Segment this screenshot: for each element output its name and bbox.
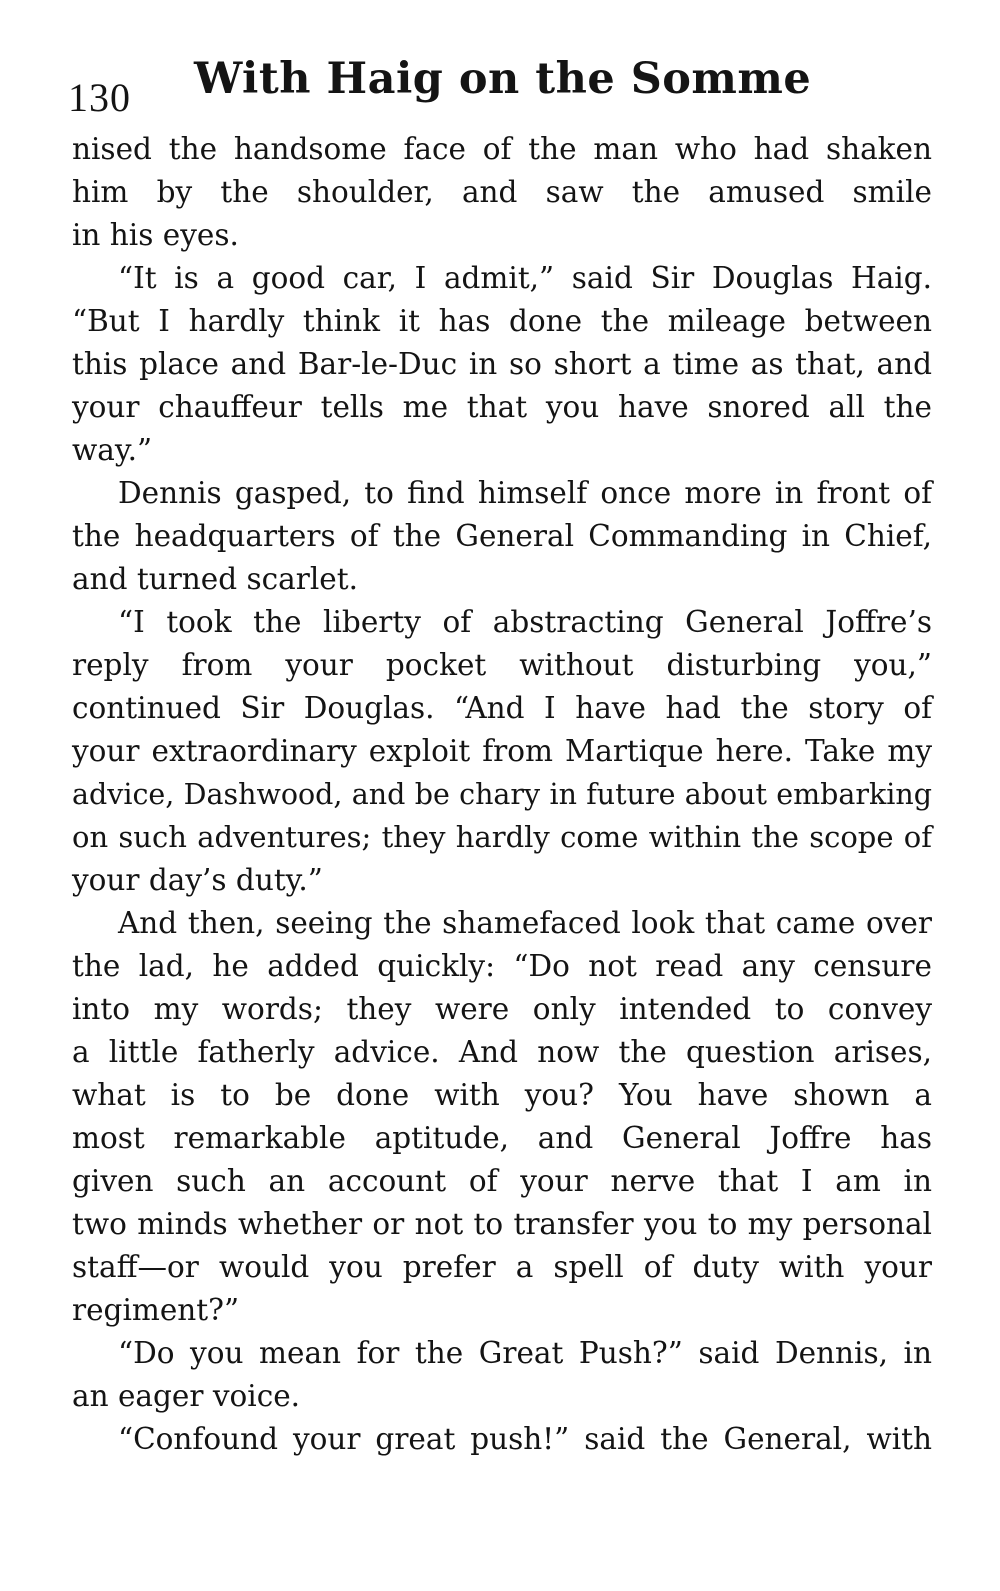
text-line: what is to be done with you? You have shown a [72, 1078, 932, 1112]
text-line: in his eyes. [72, 218, 239, 252]
text-line: regiment?” [72, 1293, 240, 1327]
paragraph [72, 1418, 932, 1461]
text-line: the headquarters of the General Commanding in Chief, [72, 519, 932, 553]
paragraph [72, 472, 932, 601]
paragraph [72, 1332, 932, 1418]
text-line: “I took the liberty of abstracting General Joffre’s [118, 605, 932, 639]
running-head [68, 54, 938, 124]
text-line: an eager voice. [72, 1379, 301, 1413]
paragraph [72, 257, 932, 472]
text-line: “Do you mean for the Great Push?” said Dennis, in [118, 1336, 932, 1370]
book-title: With Haig on the Somme [194, 54, 812, 104]
paragraph [72, 128, 932, 257]
paragraph [72, 902, 932, 1332]
text-line: most remarkable aptitude, and General Joffre has [72, 1121, 932, 1155]
text-line: “It is a good car, I admit,” said Sir Douglas Haig. [118, 261, 932, 295]
text-line: “But I hardly think it has done the mileage between [72, 304, 932, 338]
paragraph [72, 601, 932, 902]
text-line: this place and Bar-le-Duc in so short a time as that, and [72, 347, 932, 381]
text-line: staff—or would you prefer a spell of duty with your [72, 1250, 932, 1284]
text-line: and turned scarlet. [72, 562, 358, 596]
text-line: advice, Dashwood, and be chary in future about embarking [72, 778, 932, 811]
body-text [72, 128, 932, 1461]
text-line: into my words; they were only intended to convey [72, 992, 932, 1026]
text-line: your extraordinary exploit from Martique here. Take my [72, 734, 932, 768]
page-number: 130 [68, 75, 131, 120]
text-line: continued Sir Douglas. “And I have had the story of [72, 691, 932, 725]
text-line: And then, seeing the shamefaced look that came over [118, 906, 932, 940]
text-line: a little fatherly advice. And now the question arises, [72, 1035, 932, 1069]
text-line: way.” [72, 433, 153, 467]
text-line: the lad, he added quickly: “Do not read any censure [72, 949, 932, 983]
text-line: reply from your pocket without disturbing you,” [72, 648, 932, 682]
text-line: your chauffeur tells me that you have snored all the [72, 390, 932, 424]
text-line: “Confound your great push!” said the General, with [118, 1422, 932, 1456]
text-line: him by the shoulder, and saw the amused smile [72, 175, 932, 209]
text-line: nised the handsome face of the man who had shaken [72, 132, 932, 166]
text-line: given such an account of your nerve that I am in [72, 1164, 932, 1198]
text-line: two minds whether or not to transfer you to my personal [72, 1207, 932, 1241]
text-line: your day’s duty.” [72, 863, 323, 897]
text-line: Dennis gasped, to find himself once more in front of [118, 476, 932, 510]
text-line: on such adventures; they hardly come within the scope of [72, 820, 932, 854]
